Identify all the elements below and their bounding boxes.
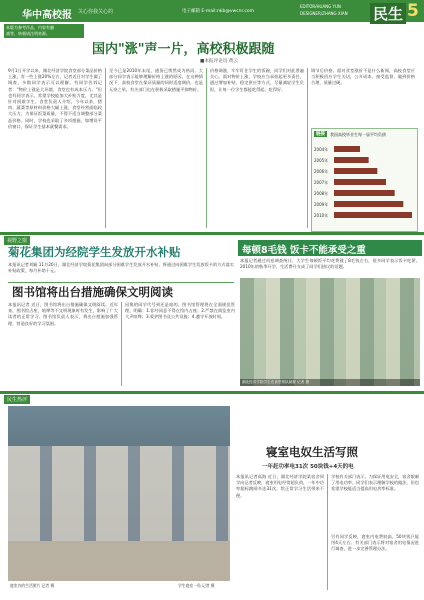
section-label-vision: 视野之窗	[4, 236, 30, 245]
slogan: 关心你我关心的	[78, 9, 114, 15]
lead-column-3: 价格调涨，牢牢盯住学生的饭碗，同学们对此普遍关心。面对物价上涨，学校应当承担起更多责任，通过增加补贴、稳定供应等方式，尽量减轻学生负担，让每一位学生都能吃得起、吃得好。	[210, 68, 304, 92]
photo3-caption: 学生寝室一角 记者 摄	[178, 583, 215, 588]
chart-bar	[334, 146, 360, 152]
section-label-life: 民生热评	[4, 395, 30, 404]
dorm-headline: 寝室电奴生活写照	[266, 445, 358, 459]
designer: DESIGNER/ZHANG XIAN	[300, 11, 348, 16]
price-body: 本报记者通过问卷调查统计，大学生每顿饭平均花费涨了8毛钱左右，很多同学表示饭卡吃紧。2010年的秋季开学，生活费开支成了同学们热议的话题。	[240, 258, 420, 270]
water-headline: 菊花集团为经院学生发放开水补贴	[8, 245, 181, 259]
dorm-subtitle: 一年赶功率电31次 50块钱+4天的电	[262, 464, 354, 470]
dorm-column-2: 学校有关部门表示，为保证用电安全，宿舍限制了用电功率。同学们表示理解学校的做法，但也希望学校能适当提高用电功率标准。	[331, 474, 419, 492]
chart-bar	[334, 168, 377, 174]
lead-headline: 国内"涨"声一片，高校积极跟随	[92, 42, 275, 57]
water-lead: 本报讯记者刘颖 11月20日，湖北经济学院菊花集团向部分困难学生发放开水补贴，将通过向困难学生发放饭卡的方式落实补贴政策，每月补助十元。	[8, 262, 234, 274]
tagline	[4, 24, 84, 38]
dorm-floor	[8, 541, 230, 581]
chart-bar	[334, 201, 403, 207]
chart-tick-label: 2005年	[314, 158, 329, 163]
photo1-caption: 湖北经济学院学生在食堂排队就餐 记者 摄	[240, 379, 420, 386]
column-divider	[206, 68, 207, 228]
lead-byline: ■本报评论员 黄云	[200, 59, 238, 64]
chart-label: 链接	[316, 132, 325, 137]
column-divider	[105, 68, 106, 228]
chart-tick-label: 2010年	[314, 213, 329, 218]
section-bar-life	[0, 391, 424, 394]
dorm-column-1: 本报讯记者高海 近日，湖北经济学院某宿舍同学向记者反映，寝室用电经常超负荷，一年中功率超标跳闸多达31次，给正常学习生活带来不便。	[236, 474, 324, 498]
tagline-line-2: 减等，转载请注明来源。	[6, 31, 50, 36]
bunk-beds	[8, 446, 230, 541]
divider	[8, 282, 234, 283]
email: 电子邮箱 E-mail:nkb@vwcnr.com	[182, 9, 255, 14]
chart-tick-label: 2009年	[314, 202, 329, 207]
column-divider	[307, 68, 308, 228]
lead-column-4: 调节后价格。面对食堂涨价不是什么新闻，高校食堂应当积极回应学生关切，公开成本，接受监督，做到价格合理、质量过硬。	[311, 68, 415, 86]
photo2-caption: 寝室内的生活照片 记者 摄	[10, 583, 55, 588]
page-title: 民生	[370, 3, 406, 24]
canteen-photo	[240, 278, 420, 386]
chart-svg	[312, 141, 417, 229]
lead-column-1: 9月1日开学以来，湖北经济学院食堂部分菜品价格上涨，有一些上涨20%左右，记者近日对学生做了调查，多数同学表示可以理解。有同学告诉记者："物价上涨是大环境，食堂也有成本压力。"但也有同学表示，希望学校能加大补贴力度，尤其是针对困难学生。食堂负责人介绍，今年以来，猪肉、蔬菜等原材料价格大幅上涨，食堂经营面临较大压力，为保证饭菜质量，不得不适当调整部分菜品价格。同时，学校也采取了多项措施，如增设平价窗口，保证学生基本就餐需求。	[8, 68, 102, 129]
editor: EDITOR/HUANG YUN	[300, 4, 341, 9]
chart-tick-label: 2006年	[314, 169, 329, 174]
chart-tick-label: 2008年	[314, 191, 329, 196]
photo-queue	[240, 278, 420, 386]
chart-title: 我国高校毕业生每一届平均负债	[330, 132, 386, 137]
column-divider	[327, 474, 328, 590]
library-column-2: 因换的同学代号到还是暗的，图书馆管理将在全面规范管理，明确：1.非经同意不得在馆内占座；2.严禁在阅览室内大声喧哗；3.爱护图书及公共设施；4.遵守开放时间。	[125, 302, 235, 320]
chart-bar	[334, 190, 395, 196]
chart-tick-label: 2004年	[314, 147, 329, 152]
lead-column-2: 至今已是2010年末尾，通货已悄然成为热词。大部分同学表示能够理解价格上涨的原因，在这种情况下，高校食堂在保证质量的同时适度调价，也是无奈之举。有关部门也在积极采取措施平抑物价。	[109, 68, 203, 92]
chart-bar	[334, 157, 369, 163]
dorm-photo	[8, 406, 230, 581]
section-bar-vision	[0, 232, 424, 235]
chart-bar	[334, 212, 412, 218]
library-column-1: 本报讯记者 近日，图书馆将出台措施确保文明阅读。近年来，图书馆占座、喧哗等不文明现象时有发生，影响了广大读者的正常学习。图书馆负责人表示，将出台措施加强管理，营造良好的学习氛围。	[8, 302, 118, 326]
library-headline: 图书馆将出台措施确保文明阅读	[12, 285, 173, 299]
chart-tick-label: 2007年	[314, 180, 329, 185]
dorm-column-3: 另有同学反映，寝室内电费较高，50块钱只能用4天左右。有关部门表示将对宿舍用电情况进行调查，进一步完善管理办法。	[331, 534, 419, 552]
column-divider	[121, 302, 122, 386]
chart-bar	[334, 179, 386, 185]
price-headline: 每顿8毛钱 饭卡不能承受之重	[242, 245, 366, 256]
price-banner	[238, 240, 422, 256]
page-number: 5	[407, 1, 419, 21]
tagline-line-1: 本版为参考作品，内容有删	[6, 25, 54, 30]
chart-box	[311, 128, 418, 232]
section-name: 华中高校报	[22, 10, 72, 21]
masthead	[0, 0, 424, 22]
